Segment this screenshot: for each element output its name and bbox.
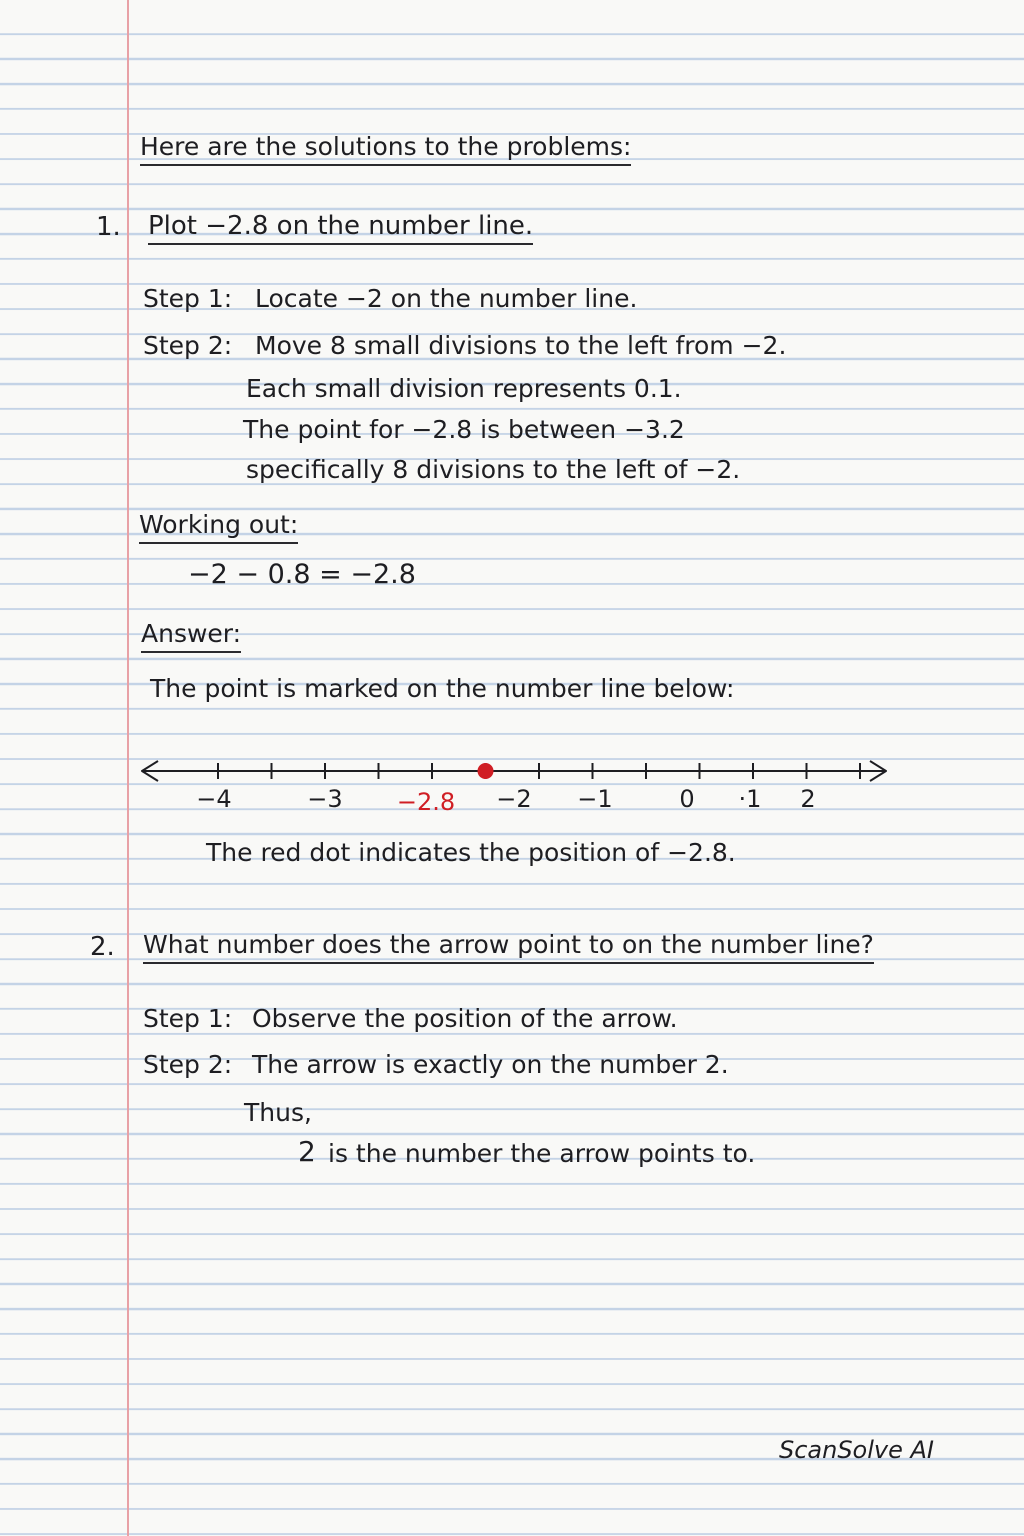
tick-label: 2: [800, 785, 816, 813]
number-line-caption: The red dot indicates the position of −2.8.: [206, 838, 736, 867]
problem-2-conclusion-number: 2: [298, 1135, 316, 1168]
problem-2-thus: Thus,: [244, 1098, 312, 1127]
number-line-labels: [196, 785, 815, 816]
tick-label-highlight: −2.8: [396, 788, 456, 816]
tick-label: −1: [577, 785, 613, 813]
plotted-point: [478, 763, 494, 779]
problem-2-step-1-text: Observe the position of the arrow.: [252, 1004, 678, 1033]
problem-1-step-2-line-3: The point for −2.8 is between −3.2: [243, 415, 685, 444]
problem-1-step-1-label: Step 1:: [143, 284, 233, 313]
problem-2-step-2-label: Step 2:: [143, 1050, 233, 1079]
number-line: [130, 745, 910, 820]
answer-heading: Answer:: [141, 619, 241, 653]
intro-heading: Here are the solutions to the problems:: [140, 132, 631, 166]
tick-label: ·1: [738, 785, 762, 813]
problem-1-title: Plot −2.8 on the number line.: [148, 211, 533, 245]
tick-label: 0: [679, 785, 695, 813]
problem-2-conclusion-text: is the number the arrow points to.: [328, 1139, 756, 1168]
problem-2-number: 2.: [90, 932, 115, 962]
problem-2-step-1-label: Step 1:: [143, 1004, 233, 1033]
problem-1-step-2-line-2: Each small division represents 0.1.: [246, 374, 682, 403]
problem-2-title: What number does the arrow point to on the number line?: [143, 930, 874, 964]
problem-2-step-2-text: The arrow is exactly on the number 2.: [252, 1050, 729, 1079]
problem-1-step-2-line-4: specifically 8 divisions to the left of −2.: [246, 455, 741, 484]
working-out-expression: −2 − 0.8 = −2.8: [188, 559, 416, 590]
working-out-heading: Working out:: [139, 510, 298, 544]
tick-label: −4: [196, 785, 232, 813]
problem-1-number: 1.: [96, 212, 121, 242]
tick-label: −2: [496, 785, 532, 813]
signature: ScanSolve AI: [778, 1436, 934, 1464]
answer-text: The point is marked on the number line below:: [150, 674, 735, 703]
tick-label: −3: [307, 785, 343, 813]
problem-1-step-2-text: Move 8 small divisions to the left from −2.: [255, 331, 787, 360]
problem-1-step-2-label: Step 2:: [143, 331, 233, 360]
margin-line: [127, 0, 129, 1536]
problem-1-step-1-text: Locate −2 on the number line.: [255, 284, 638, 313]
